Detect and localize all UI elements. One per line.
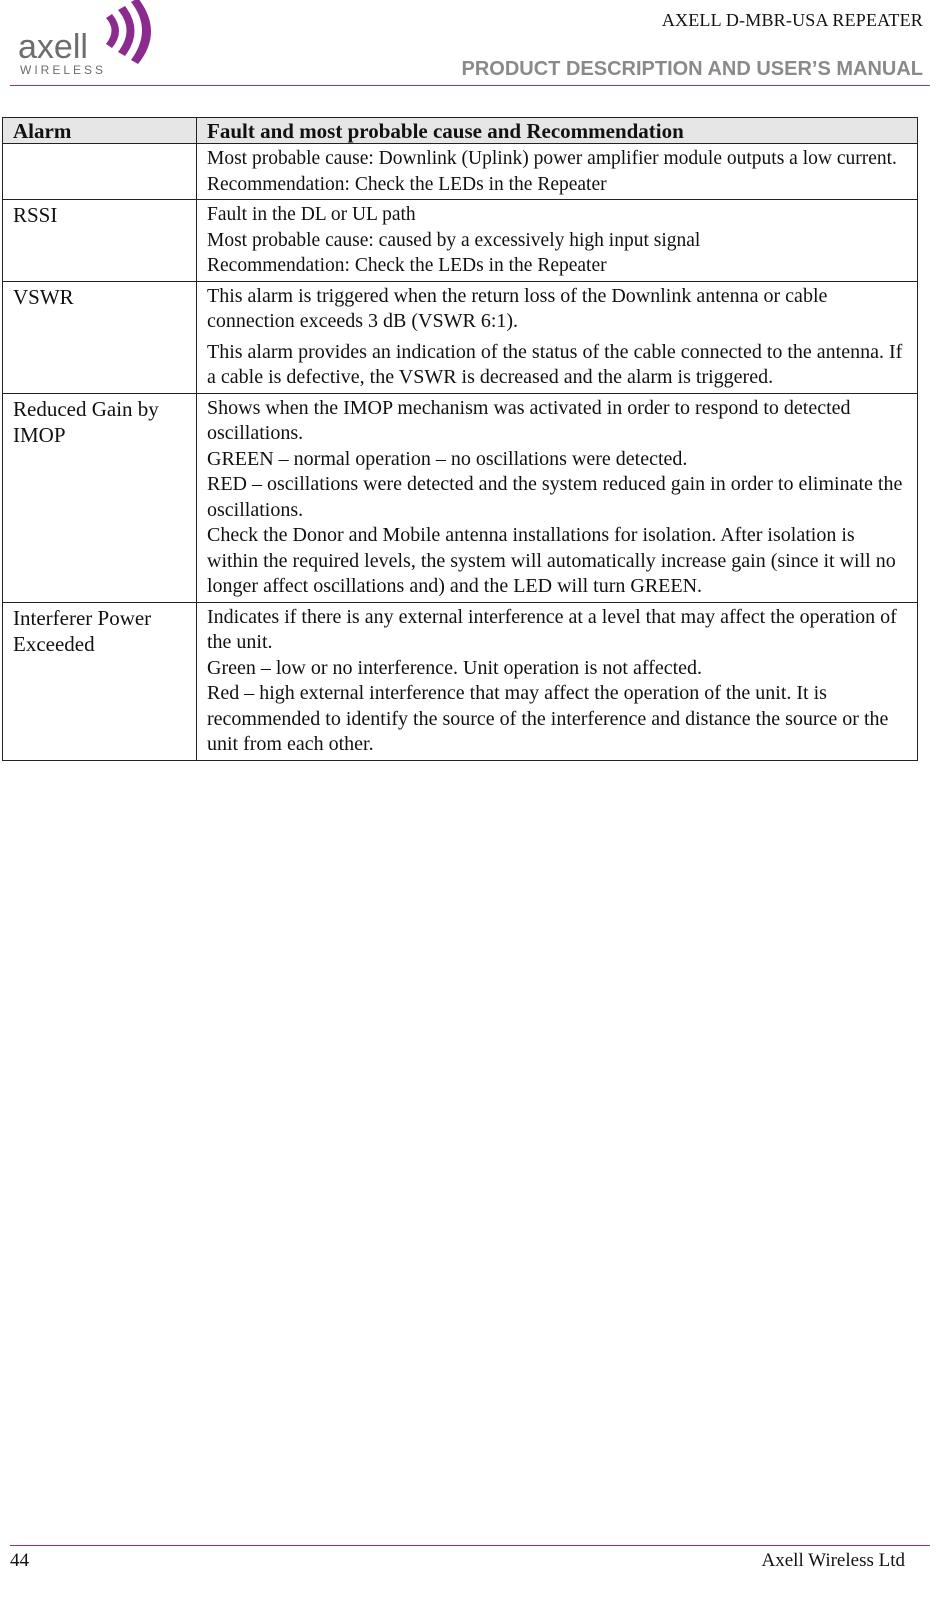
alarm-description-cell: [197, 144, 918, 200]
logo-subtext: WIRELESS: [20, 63, 107, 77]
logo-wordmark: axell: [18, 28, 88, 66]
alarm-name-cell: RSSI: [3, 200, 197, 282]
logo-graphic: [14, 0, 164, 80]
description-line: Most probable cause: Downlink (Uplink) power amplifier module outputs a low current.: [207, 148, 897, 169]
logo-wave-middle: [118, 6, 135, 56]
alarm-name-cell: VSWR: [3, 281, 197, 393]
description-line: Recommendation: Check the LEDs in the Repeater: [207, 255, 607, 276]
alarm-description-cell: [197, 393, 918, 602]
alarm-description-cell: [197, 602, 918, 760]
description-line: Check the Donor and Mobile antenna installations for isolation. After isolation is within the required levels, the system will automatically increase gain (since it will no longer affect oscillations and) and the LED will turn GREEN.: [207, 524, 896, 597]
alarm-description-cell: [197, 200, 918, 282]
description-line: This alarm provides an indication of the status of the cable connected to the antenna. If a cable is defective, the VSWR is decreased and the alarm is triggered.: [207, 340, 903, 388]
description-line: This alarm is triggered when the return loss of the Downlink antenna or cable connection exceeds 3 dB (VSWR 6:1).: [207, 284, 828, 332]
logo-wave-inner: [106, 14, 119, 48]
description-line: Indicates if there is any external interference at a level that may affect the operation of the unit.: [207, 605, 897, 653]
axell-wireless-logo: [14, 0, 164, 80]
column-header-fault: Fault and most probable cause and Recommendation: [197, 118, 918, 144]
alarm-table: [2, 117, 918, 761]
description-line: Green – low or no interference. Unit operation is not affected.: [207, 656, 702, 679]
description-line: Shows when the IMOP mechanism was activated in order to respond to detected oscillations.: [207, 396, 851, 444]
description-line: Recommendation: Check the LEDs in the Repeater: [207, 173, 607, 195]
page-number: 44: [10, 1550, 29, 1571]
description-line: Red – high external interference that may affect the operation of the unit. It is recommended to identify the source of the interference and distance the source or the unit from each other.: [207, 682, 889, 755]
page-header: [0, 0, 945, 90]
footer-divider: [10, 1545, 930, 1546]
table-header-row: [3, 118, 918, 144]
description-line: Fault in the DL or UL path: [207, 204, 416, 225]
table-row: [3, 281, 918, 393]
table-row: [3, 393, 918, 602]
table-row: [3, 200, 918, 282]
document-title: AXELL D-MBR-USA REPEATER: [661, 10, 923, 30]
alarm-name-cell: [3, 144, 197, 200]
description-line: GREEN – normal operation – no oscillations were detected.: [207, 447, 688, 470]
table-row: [3, 602, 918, 760]
header-divider: [10, 85, 930, 86]
description-line: RED – oscillations were detected and the system reduced gain in order to eliminate the oscillations.: [207, 473, 903, 521]
column-header-alarm: Alarm: [3, 118, 197, 144]
table-row: [3, 144, 918, 200]
alarm-name-cell: Interferer Power Exceeded: [3, 602, 197, 760]
document-subtitle: PRODUCT DESCRIPTION AND USER’S MANUAL: [461, 58, 923, 80]
company-name: Axell Wireless Ltd: [761, 1550, 905, 1571]
description-line: Most probable cause: caused by a excessively high input signal: [207, 229, 701, 251]
alarm-name-cell: Reduced Gain by IMOP: [3, 393, 197, 602]
alarm-description-cell: [197, 281, 918, 393]
